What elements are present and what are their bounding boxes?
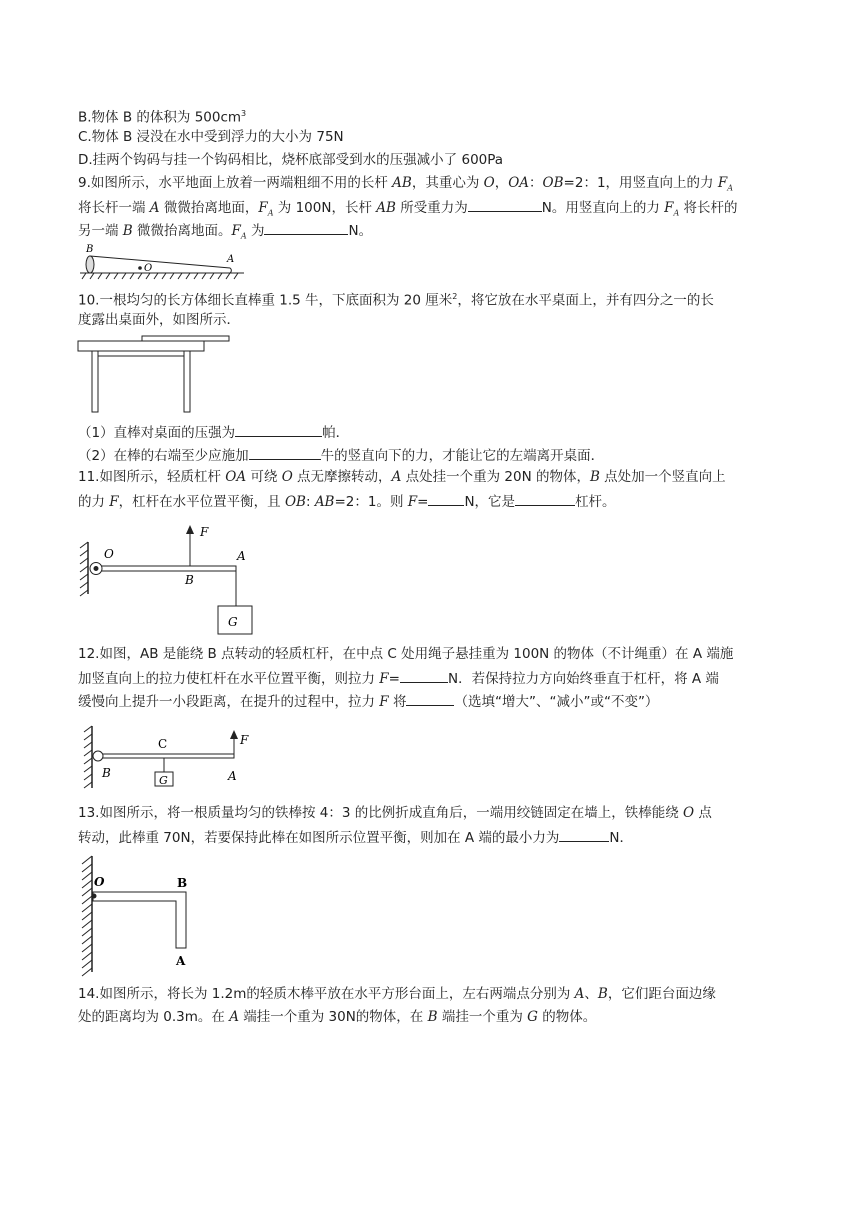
- q9-answer-blank-1[interactable]: [468, 197, 542, 212]
- label-a: A: [237, 549, 246, 563]
- q11-answer-blank-1[interactable]: [428, 491, 464, 506]
- label-o: O: [104, 547, 114, 561]
- q12-answer-blank-1[interactable]: [400, 668, 448, 683]
- q13-answer-blank[interactable]: [559, 827, 609, 842]
- q11-line-1: 11.如图所示，轻质杠杆 OA 可绕 O 点无摩擦转动，A 点处挂一个重为 20N 的物体，B 点处加一个竖直向上: [78, 469, 726, 485]
- q8-option-d: D.挂两个钩码与挂一个钩码相比，烧杯底部受到水的压强减小了 600Pa: [78, 152, 504, 168]
- label-c: C: [158, 737, 168, 751]
- q11-figure-lever: [78, 520, 258, 640]
- q11-answer-blank-2[interactable]: [515, 491, 575, 506]
- q12-line-2: 加竖直向上的拉力使杠杆在水平位置平衡，则拉力 F= N．若保持拉力方向始终垂直于杠杆，将 A 端: [78, 668, 784, 688]
- label-b: B: [185, 573, 194, 587]
- wall-hatching: [84, 726, 92, 788]
- table-top: [78, 341, 204, 351]
- table-leg-left: [92, 351, 98, 412]
- q13-line-2: 转动，此棒重 70N，若要保持此棒在如图所示位置平衡，则加在 A 端的最小力为 N．: [78, 827, 784, 847]
- q12-line-1: 12.如图，AB 是能绕 B 点转动的轻质杠杆，在中点 C 处用绳子悬挂重为 100N 的物体（不计绳重）在 A 端施: [78, 646, 734, 662]
- label-g: G: [228, 615, 238, 629]
- q10-line-2: 度露出桌面外，如图所示．: [78, 312, 240, 328]
- q14-line-2: 处的距离均为 0.3m。在 A 端挂一个重为 30N的物体，在 B 端挂一个重为 G 的物体。: [78, 1009, 597, 1025]
- label-a: A: [176, 954, 186, 968]
- wall-hatching: [80, 542, 88, 596]
- q10-figure-table: [78, 334, 238, 414]
- q9-line-3: 另一端 B 微微抬离地面。$F_A$ 为 N。: [78, 220, 784, 246]
- q9-figure-rod: [78, 243, 248, 283]
- label-o: O: [94, 875, 105, 889]
- q10-answer-blank-2[interactable]: [249, 445, 321, 460]
- q8-option-c: C.物体 B 浸没在水中受到浮力的大小为 75N: [78, 129, 344, 145]
- label-b: B: [86, 244, 94, 255]
- q10-line-1: 10.一根均匀的长方体细长直棒重 1.5 牛，下底面积为 20 厘米$^2$，将它放在水平桌面上，并有四分之一的长: [78, 292, 714, 309]
- q11-line-2: 的力 F，杠杆在水平位置平衡，且 OB: AB=2：1。则 F= N，它是 杠杆。: [78, 491, 784, 511]
- q14-line-1: 14.如图所示，将长为 1.2m的轻质木棒平放在水平方形台面上，左右两端点分别为 A、B，它们距台面边缘: [78, 986, 716, 1002]
- q9-line-1: 9.如图所示，水平地面上放着一两端粗细不用的长杆 AB，其重心为 O，OA：OB=2：1，用竖直向上的力 $F_A$: [78, 175, 733, 193]
- q9-line-2: 将长杆一端 A 微微抬离地面，$F_A$ 为 100N，长杆 AB 所受重力为 N。用竖直向上的力 $F_A$ 将长杆的: [78, 197, 784, 223]
- ground-hatching: [82, 273, 238, 279]
- q10-answer-blank-1[interactable]: [235, 422, 322, 437]
- label-b: B: [102, 766, 111, 780]
- label-a: A: [227, 254, 235, 265]
- label-o: O: [144, 263, 153, 274]
- q8-option-b: B.物体 B 的体积为 $500cm^3$: [78, 109, 247, 126]
- label-b: B: [177, 876, 188, 890]
- rod: [142, 336, 229, 341]
- q13-figure-bent-rod: [78, 852, 208, 977]
- label-f: F: [240, 733, 249, 747]
- q12-figure-lever: [78, 722, 258, 794]
- label-a: A: [228, 769, 237, 783]
- q12-line-3: 缓慢向上提升一小段距离，在提升的过程中，拉力 F 将 （选填“增大”、“减小”或“不变”）: [78, 691, 784, 711]
- q12-answer-blank-2[interactable]: [406, 691, 454, 706]
- wall-hatching: [82, 856, 92, 976]
- q9-answer-blank-2[interactable]: [264, 220, 348, 235]
- label-f: F: [200, 525, 209, 539]
- q13-line-1: 13.如图所示，将一根质量均匀的铁棒按 4：3 的比例折成直角后，一端用绞链固定在墙上，铁棒能绕 O 点: [78, 805, 712, 821]
- label-g: G: [159, 774, 168, 787]
- table-leg-right: [184, 351, 190, 412]
- q10-part-1: （1）直棒对桌面的压强为 帕．: [78, 422, 784, 442]
- q10-part-2: （2）在棒的右端至少应施加 牛的竖直向下的力，才能让它的左端离开桌面．: [78, 445, 784, 465]
